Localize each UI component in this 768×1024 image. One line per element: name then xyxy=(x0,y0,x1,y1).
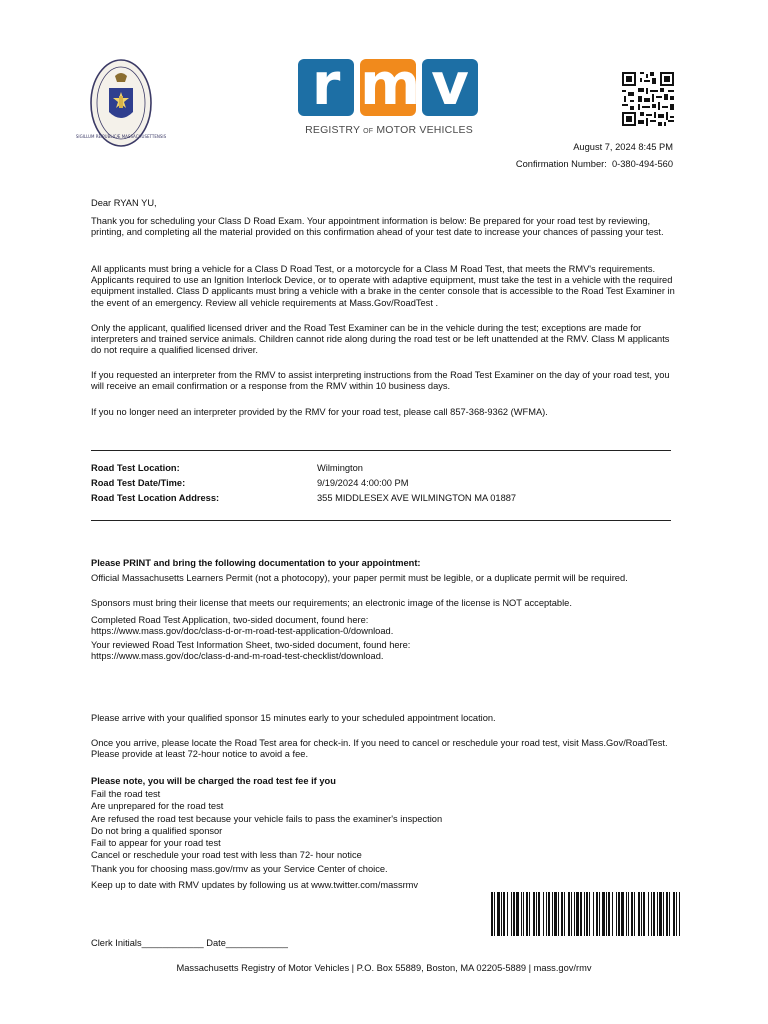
barcode-bar xyxy=(651,892,652,936)
confirmation-line xyxy=(516,159,673,169)
barcode-bar xyxy=(511,892,512,936)
road-test-location-label: Road Test Location: xyxy=(91,463,180,473)
road-test-datetime-label: Road Test Date/Time: xyxy=(91,478,186,488)
road-test-address-label: Road Test Location Address: xyxy=(91,493,220,503)
barcode-bar xyxy=(679,892,680,936)
barcode-bar xyxy=(596,892,598,936)
barcode-bar xyxy=(663,892,664,936)
letter-date-time: August 7, 2024 8:45 PM xyxy=(573,142,673,152)
barcode-bar xyxy=(589,892,590,936)
barcode-bar xyxy=(491,892,493,936)
seal-text: SIGILLUM REIPUBLICÆ MASSACHUSETTENSIS xyxy=(75,134,167,139)
rmv-logo-m: m xyxy=(360,50,421,118)
barcode xyxy=(491,892,680,936)
divider-top xyxy=(91,450,671,451)
clerk-initials-blank: ____________ xyxy=(141,938,204,948)
interpreter-cancel-paragraph: If you no longer need an interpreter provided by the RMV for your road test, please call 857-368-9362 (WFMA). xyxy=(91,407,548,417)
barcode-bar xyxy=(536,892,537,936)
barcode-bar xyxy=(584,892,585,936)
vehicle-requirements-paragraph: All applicants must bring a vehicle for a Class D Road Test, or a motorcycle for a Class M Road Test, that meets the RMV's requirements. Applicants required to use an Ignition Interlock Device, or to operate with adaptive equipment, must take the test in a vehicle with the required equipment installed. Class D applicants must bring a vehicle with a brake in the center console that is accessible to the Road Test Examiner in the event of an emergency. Review all vehicle requirements at Mass.Gov/RoadTest . xyxy=(91,264,675,308)
confirmation-number: 0-380-494-560 xyxy=(612,159,673,169)
list-item: Do not bring a qualified sponsor xyxy=(91,825,223,836)
footer-address: Massachusetts Registry of Motor Vehicles | P.O. Box 55889, Boston, MA 02205-5889 | mass.gov/rmv xyxy=(176,963,592,973)
barcode-bar xyxy=(634,892,635,936)
barcode-bar xyxy=(626,892,627,936)
documentation-application: Completed Road Test Application, two-sided document, found here: https://www.mass.gov/doc/class-d-or-m-road-test-application-0/download. xyxy=(91,615,681,637)
barcode-bar xyxy=(669,892,670,936)
barcode-bar xyxy=(546,892,547,936)
barcode-bar xyxy=(552,892,553,936)
barcode-bar xyxy=(576,892,579,936)
arrival-paragraph: Please arrive with your qualified sponsor 15 minutes early to your scheduled appointment location. xyxy=(91,713,496,723)
clerk-date-blank: ____________ xyxy=(225,938,288,948)
barcode-bar xyxy=(529,892,530,936)
rmv-logo-subtitle: REGISTRY OF MOTOR VEHICLES xyxy=(305,124,473,136)
barcode-bar xyxy=(513,892,515,936)
barcode-bar xyxy=(648,892,649,936)
rmv-logo-v: v xyxy=(422,59,478,116)
barcode-bar xyxy=(599,892,600,936)
barcode-bar xyxy=(538,892,540,936)
fee-conditions-list xyxy=(91,788,681,862)
barcode-bar xyxy=(653,892,655,936)
barcode-bar xyxy=(631,892,633,936)
passenger-rules-paragraph: Only the applicant, qualified licensed driver and the Road Test Examiner can be in the vehicle during the test; exceptions are made for interpreters and trained service animals. Children cannot ride along during the road test or be left unattended at the RMV. Class M applicants do not require a qualified licensed driver. xyxy=(91,323,670,356)
massachusetts-seal-logo xyxy=(75,58,167,148)
barcode-bar xyxy=(643,892,645,936)
clerk-initials-label: Clerk Initials xyxy=(91,938,142,948)
barcode-bar xyxy=(501,892,502,936)
twitter-line: Keep up to date with RMV updates by following us at www.twitter.com/massrmv xyxy=(91,880,419,890)
fee-heading: Please note, you will be charged the road test fee if you xyxy=(91,776,336,786)
rmv-logo-r: r xyxy=(298,59,354,116)
barcode-bar xyxy=(621,892,624,936)
greeting: Dear RYAN YU, xyxy=(91,198,157,208)
barcode-bar xyxy=(638,892,640,936)
barcode-bar xyxy=(618,892,620,936)
thank-you-line: Thank you for choosing mass.gov/rmv as your Service Center of choice. xyxy=(91,864,388,874)
barcode-bar xyxy=(673,892,675,936)
barcode-bar xyxy=(586,892,588,936)
list-item: Fail to appear for your road test xyxy=(91,838,221,849)
list-item: Are refused the road test because your vehicle fails to pass the examiner's inspection xyxy=(91,813,443,824)
documentation-heading: Please PRINT and bring the following documentation to your appointment: xyxy=(91,558,421,568)
documentation-permit: Official Massachusetts Learners Permit (not a photocopy), your paper permit must be legible, or a duplicate permit will be required. xyxy=(91,573,628,583)
barcode-bar xyxy=(558,892,559,936)
barcode-bar xyxy=(523,892,524,936)
list-item: Fail the road test xyxy=(91,789,161,799)
barcode-bar xyxy=(561,892,563,936)
barcode-bar xyxy=(554,892,557,936)
interpreter-request-paragraph: If you requested an interpreter from the RMV to assist interpreting instructions from the Road Test Examiner on the day of your road test, you will receive an email confirmation or a response from the RMV within 10 business days. xyxy=(91,370,670,392)
barcode-bar xyxy=(507,892,508,936)
barcode-bar xyxy=(616,892,617,936)
list-item: Are unprepared for the road test xyxy=(91,801,224,812)
barcode-bar xyxy=(543,892,544,936)
barcode-bar xyxy=(548,892,550,936)
barcode-bar xyxy=(608,892,610,936)
barcode-bar xyxy=(497,892,500,936)
barcode-bar xyxy=(602,892,605,936)
barcode-bar xyxy=(521,892,522,936)
barcode-bar xyxy=(657,892,658,936)
barcode-bar xyxy=(676,892,677,936)
barcode-bar xyxy=(606,892,607,936)
road-test-location-value: Wilmington xyxy=(317,463,363,473)
confirmation-label: Confirmation Number: xyxy=(515,159,607,169)
barcode-bar xyxy=(503,892,505,936)
qr-code xyxy=(622,72,674,126)
documentation-sponsor-license: Sponsors must bring their license that meets our requirements; an electronic image of the license is NOT acceptable. xyxy=(91,598,572,608)
barcode-bar xyxy=(526,892,528,936)
barcode-bar xyxy=(571,892,572,936)
rmv-logo xyxy=(298,50,480,139)
documentation-info-sheet: Your reviewed Road Test Information Sheet, two-sided document, found here: https://www.mass.gov/doc/class-d-and-m-road-test-checklist/download. xyxy=(91,640,681,662)
divider-bottom xyxy=(91,520,671,521)
clerk-date-label: Date xyxy=(206,938,226,948)
intro-paragraph: Thank you for scheduling your Class D Road Exam. Your appointment information is below: Be prepared for your road test by reviewing, printing, and completing all the material provided on this confirmation ahead of your test date to increase your chances of passing your test. xyxy=(91,216,664,238)
barcode-bar xyxy=(533,892,535,936)
barcode-bar xyxy=(666,892,668,936)
clerk-initials-line xyxy=(91,938,288,948)
barcode-bar xyxy=(494,892,495,936)
barcode-bar xyxy=(641,892,642,936)
barcode-bar xyxy=(564,892,565,936)
barcode-bar xyxy=(580,892,582,936)
application-link: https://www.mass.gov/doc/class-d-or-m-road-test-application-0/download. xyxy=(91,626,394,637)
barcode-bar xyxy=(628,892,629,936)
barcode-bar xyxy=(659,892,662,936)
checkin-paragraph: Once you arrive, please locate the Road Test area for check-in. If you need to cancel or reschedule your road test, visit Mass.Gov/RoadTest. Please provide at least 72-hour notice to avoid a fee. xyxy=(91,738,668,760)
barcode-bar xyxy=(516,892,519,936)
barcode-bar xyxy=(612,892,613,936)
road-test-address-value: 355 MIDDLESEX AVE WILMINGTON MA 01887 xyxy=(317,493,517,503)
barcode-bar xyxy=(568,892,570,936)
barcode-bar xyxy=(574,892,575,936)
barcode-bar xyxy=(593,892,594,936)
info-sheet-link: https://www.mass.gov/doc/class-d-and-m-road-test-checklist/download. xyxy=(91,651,384,662)
list-item: Cancel or reschedule your road test with less than 72- hour notice xyxy=(91,850,362,861)
road-test-datetime-value: 9/19/2024 4:00:00 PM xyxy=(317,478,409,488)
